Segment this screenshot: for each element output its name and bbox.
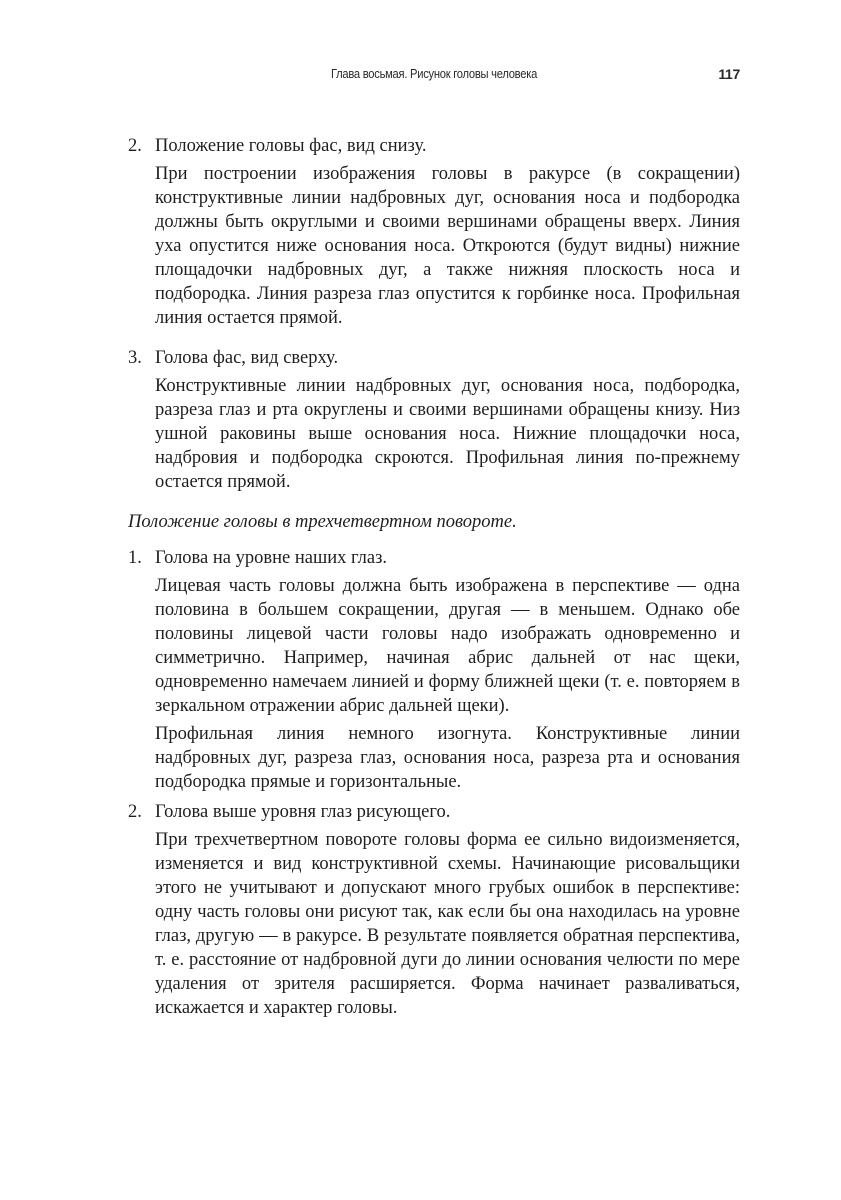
item-number: 1. bbox=[128, 548, 142, 568]
item-number: 2. bbox=[128, 802, 142, 822]
item-heading-text: Голова на уровне наших глаз. bbox=[155, 548, 387, 568]
list-item bbox=[128, 800, 740, 1020]
list-item bbox=[128, 346, 740, 494]
page-number: 117 bbox=[718, 66, 740, 82]
item-heading-text: Голова фас, вид сверху. bbox=[155, 348, 339, 368]
item-paragraph: При трехчетвертном повороте головы форма ее сильно видоизменяется, изменяется и вид конструктивной схемы. Начинающие рисовальщики этого не учитывают и допускают много грубых ошибок в перспективе: одну часть головы они рисуют так, как если бы она находилась на уровне глаз, другую — в ракурсе. В результате появляется обратная перспектива, т. е. расстояние от надбровной дуги до линии основания челюсти по мере удаления от зрителя расширяется. Форма начинает разваливаться, искажается и характер головы. bbox=[155, 830, 740, 1018]
item-paragraph: При построении изображения головы в ракурсе (в сокращении) конструктивные линии надбровных дуг, основания носа и подбородка должны быть округлыми и своими вершинами обращены вверх. Линия уха опустится ниже основания носа. Откроются (будут видны) нижние площадочки надбровных дуг, а также нижняя плоскость носа и подбородка. Линия разреза глаз опустится к горбинке носа. Профильная линия остается прямой. bbox=[155, 164, 740, 328]
list-item bbox=[128, 134, 740, 330]
item-heading bbox=[128, 134, 740, 158]
page-content bbox=[128, 134, 740, 1036]
item-heading-text: Положение головы фас, вид снизу. bbox=[155, 136, 427, 156]
item-paragraph: Профильная линия немного изогнута. Конструктивные линии надбровных дуг, разреза глаз, основания носа, разреза рта и основания подбородка прямые и горизонтальные. bbox=[155, 724, 740, 792]
item-paragraph: Лицевая часть головы должна быть изображена в перспективе — одна половина в большем сокращении, другая — в меньшем. Однако обе половины лицевой части головы надо изображать одновременно и симметрично. Например, начиная абрис дальней от нас щеки, одновременно намечаем линией и форму ближней щеки (т. е. повторяем в зеркальном отражении абрис дальней щеки). bbox=[155, 576, 740, 716]
item-heading-text: Голова выше уровня глаз рисующего. bbox=[155, 802, 451, 822]
section-title: Положение головы в трехчетвертном повороте. bbox=[128, 512, 517, 532]
page-header bbox=[128, 66, 740, 88]
list-item bbox=[128, 546, 740, 794]
item-heading bbox=[128, 546, 740, 570]
item-number: 2. bbox=[128, 136, 142, 156]
item-heading bbox=[128, 346, 740, 370]
item-number: 3. bbox=[128, 348, 142, 368]
item-paragraph: Конструктивные линии надбровных дуг, основания носа, подбородка, разреза глаз и рта округлены и своими вершинами обращены книзу. Низ ушной раковины выше основания носа. Нижние площадочки носа, надбровия и подбородка скроются. Профильная линия по-прежнему остается прямой. bbox=[155, 376, 740, 492]
item-heading bbox=[128, 800, 740, 824]
running-title: Глава восьмая. Рисунок головы человека bbox=[330, 66, 538, 81]
